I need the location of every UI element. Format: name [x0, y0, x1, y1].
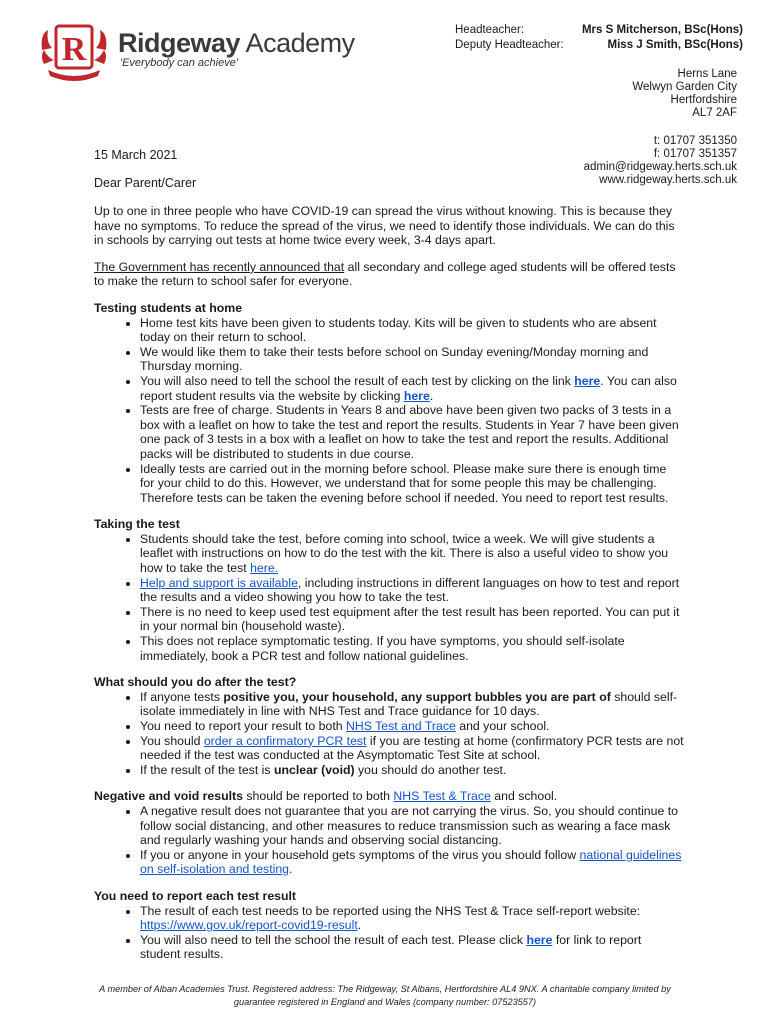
list-text: If you or anyone in your household gets symptoms of the virus you should follow	[140, 847, 580, 862]
paragraph-text: and school.	[490, 789, 558, 804]
report-website-link[interactable]: here	[403, 388, 430, 403]
address-line: Welwyn Garden City	[632, 81, 737, 93]
list-item: • There is no need to keep used test equipment after the test result has been reported. You can put it in your normal bin (household waste).	[140, 605, 684, 634]
brand-bold: Ridgeway	[118, 28, 241, 58]
list-text: You will also need to tell the school the result of each test by clicking on the link	[140, 373, 575, 388]
footer-line: guarantee registered in England and Wales (company number: 07523557)	[233, 997, 537, 1007]
taking-the-test-list	[94, 532, 684, 663]
list-text: You should	[140, 733, 204, 748]
list-text: and your school.	[455, 719, 550, 733]
national-guidelines-link[interactable]: national guidelines on self-isolation and testing	[140, 847, 682, 877]
list-bold-text: positive you, your household, any support bubbles you are part of	[223, 689, 611, 704]
list-item	[140, 763, 684, 778]
help-support-link[interactable]: Help and support is available	[140, 575, 298, 590]
section-heading-taking-the-test: Taking the test	[94, 517, 180, 532]
video-link[interactable]: here.	[250, 561, 279, 576]
list-text: You will also need to tell the school the result of each test. Please click	[140, 932, 527, 947]
letter-footer	[60, 983, 710, 1009]
negative-void-lead	[94, 789, 684, 804]
list-item	[140, 933, 684, 962]
paragraph-text: should be reported to both	[242, 789, 394, 804]
section-heading-after-test: What should you do after the test?	[94, 675, 297, 690]
letter-body	[94, 204, 684, 974]
testing-at-home-list	[94, 316, 684, 506]
list-text: If anyone tests	[140, 689, 224, 704]
letter-date: 15 March 2021	[94, 148, 178, 162]
nhs-test-trace-link[interactable]: NHS Test and Trace	[346, 719, 456, 733]
staff-row-deputy	[455, 38, 743, 53]
staff-role: Headteacher:	[455, 24, 525, 36]
list-item	[140, 719, 684, 734]
section-heading-report-result: You need to report each test result	[94, 888, 297, 903]
list-text: Students should take the test, before coming into school, twice a week. We will give students a leaflet with instructions on how to do the test with the kit. There is also a useful video to show you how to take the test	[140, 531, 669, 576]
section-heading-testing-at-home: Testing students at home	[94, 300, 243, 315]
report-student-results-link[interactable]: here	[526, 932, 553, 947]
address-line: AL7 2AF	[692, 107, 737, 119]
staff-role: Deputy Headteacher:	[455, 39, 564, 51]
staff-block	[455, 23, 743, 53]
section-heading-negative-void: Negative and void results	[94, 789, 243, 804]
list-item	[140, 904, 684, 933]
school-contact	[584, 135, 737, 187]
contact-email[interactable]: admin@ridgeway.herts.sch.uk	[583, 161, 737, 173]
list-text: should self-isolate immediately in line with NHS Test and Trace guidance for 10 days.	[140, 689, 678, 719]
paragraph-text: all secondary and college aged students will be offered tests to make the return to school safer for everyone.	[94, 259, 676, 289]
list-item: • A negative result does not guarantee that you are not carrying the virus. So, you should continue to follow social distancing, and other measures to reduce transmission such as wearing a face mask and regularly washing your hands and observing social distancing.	[140, 804, 684, 848]
list-text: The result of each test needs to be reported using the NHS Test & Trace self-report website:	[140, 903, 641, 918]
intro-paragraph: Up to one in three people who have COVID-19 can spread the virus without knowing. This is because they have no symptoms. To reduce the spread of the virus, we need to identify those individuals. We can do this in schools by carrying out tests at home twice every week, 3-4 days apart.	[94, 204, 675, 248]
after-test-list	[94, 690, 684, 778]
contact-phone: t: 01707 351350	[653, 135, 737, 147]
report-result-link[interactable]: here	[574, 373, 601, 388]
list-text: , including instructions in different languages on how to test and report the results and a video showing you how to take the test.	[140, 575, 680, 605]
negative-void-list	[94, 804, 684, 877]
gov-report-url-link[interactable]: https://www.gov.uk/report-covid19-result	[140, 918, 358, 933]
list-text: If the result of the test is	[140, 762, 274, 777]
list-item: • This does not replace symptomatic testing. If you have symptoms, you should self-isolate immediately, book a PCR test and follow national guidelines.	[140, 634, 684, 663]
government-paragraph	[94, 260, 684, 289]
list-item	[140, 532, 684, 576]
footer-line: A member of Alban Academies Trust. Registered address: The Ridgeway, St Albans, Hertfordshire AL4 9NX. A charitable company limited by	[99, 984, 671, 994]
brand-light: Academy	[240, 28, 355, 58]
list-text: if you are testing at home (confirmatory PCR tests are not needed if the test was conducted at the Asymptomatic Test Site at school.	[140, 733, 684, 763]
list-item: • Ideally tests are carried out in the morning before school. Please make sure there is enough time for your child to do this. However, we understand that for some people this may be challenging. Therefore tests can be taken the evening before school if needed. You need to report test results.	[140, 462, 684, 506]
school-tagline: 'Everybody can achieve'	[120, 57, 238, 69]
list-text: for link to report student results.	[140, 932, 642, 962]
staff-row-headteacher	[455, 23, 743, 38]
school-address	[632, 68, 737, 120]
list-item: • Tests are free of charge. Students in Years 8 and above have been given two packs of 3 tests in a box with a leaflet on how to take the test and report the results. Students in Year 7 have been given one pack of 3 tests in a box with a leaflet on how to take the test and report the results. Additional packs will be distributed to students in due course.	[140, 403, 684, 461]
list-text: .	[429, 388, 434, 403]
address-line: Herns Lane	[677, 68, 737, 80]
list-text: .	[357, 918, 362, 933]
report-result-list	[94, 904, 684, 962]
address-line: Hertfordshire	[670, 94, 737, 106]
contact-website[interactable]: www.ridgeway.herts.sch.uk	[599, 174, 737, 186]
school-crest-logo	[38, 20, 110, 82]
list-text: you should do another test.	[354, 762, 507, 777]
list-bold-text: unclear (void)	[273, 762, 355, 777]
list-item	[140, 690, 684, 719]
list-item	[140, 576, 684, 605]
list-item	[140, 734, 684, 763]
list-item	[140, 848, 684, 877]
list-item	[140, 374, 684, 403]
list-text: You need to report your result to both	[140, 719, 346, 733]
order-pcr-test-link[interactable]: order a confirmatory PCR test	[203, 733, 367, 748]
letter-salutation: Dear Parent/Carer	[94, 176, 197, 190]
staff-name: Mrs S Mitcherson, BSc(Hons)	[581, 24, 743, 36]
list-item: • Home test kits have been given to students today. Kits will be given to students who are absent today on their return to school.	[140, 316, 684, 345]
school-name	[118, 28, 355, 59]
list-text: .	[289, 862, 293, 877]
staff-name: Miss J Smith, BSc(Hons)	[607, 39, 743, 51]
nhs-test-trace-link[interactable]: NHS Test & Trace	[393, 789, 491, 804]
logo-letter: R	[61, 31, 87, 68]
government-announcement-link[interactable]: The Government has recently announced that	[94, 259, 345, 274]
list-item: • We would like them to take their tests before school on Sunday evening/Monday morning and Thursday morning.	[140, 345, 684, 374]
contact-fax: f: 01707 351357	[653, 148, 737, 160]
list-text: . You can also report student results via the website by clicking	[140, 373, 677, 403]
